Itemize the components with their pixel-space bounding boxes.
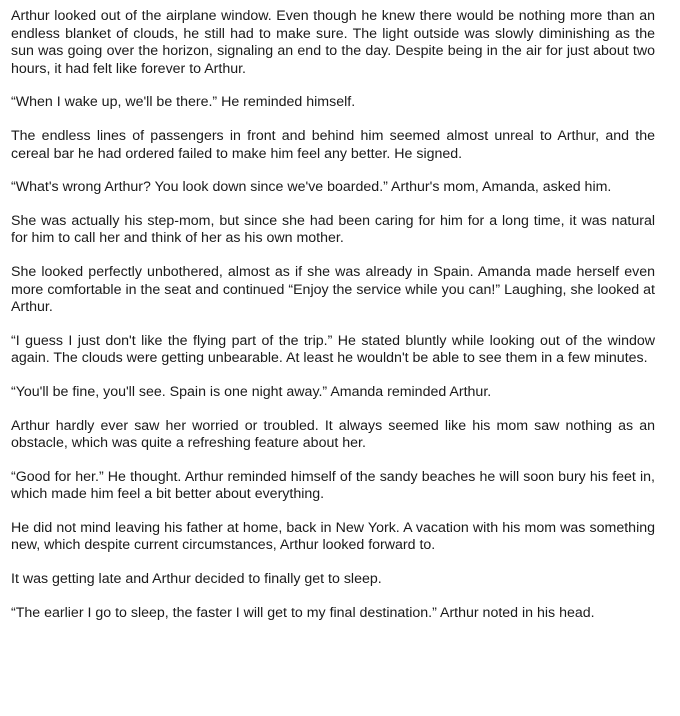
paragraph: It was getting late and Arthur decided to finally get to sleep.	[11, 571, 382, 588]
paragraph: “When I wake up, we'll be there.” He reminded himself.	[11, 94, 356, 111]
paragraph: “I guess I just don't like the flying part of the trip.” He stated bluntly while looking out of the window again. The clouds were getting unbearable. At least he wouldn't be able to see them in a few minutes.	[11, 332, 655, 367]
paragraph: The endless lines of passengers in front and behind him seemed almost unreal to Arthur, and the cereal bar he had ordered failed to make him feel any better. He signed.	[11, 127, 655, 162]
document-page	[11, 8, 655, 638]
paragraph: Arthur looked out of the airplane window. Even though he knew there would be nothing more than an endless blanket of clouds, he still had to make sure. The light outside was slowly diminishing as the sun was going over the horizon, signaling an end to the day. Despite being in the air for just about two hours, it had felt like forever to Arthur.	[11, 8, 655, 77]
paragraph: “The earlier I go to sleep, the faster I will get to my final destination.” Arthur noted in his head.	[11, 604, 595, 621]
paragraph: Arthur hardly ever saw her worried or troubled. It always seemed like his mom saw nothing as an obstacle, which was quite a refreshing feature about her.	[11, 417, 655, 452]
paragraph: “You'll be fine, you'll see. Spain is one night away.” Amanda reminded Arthur.	[11, 383, 492, 400]
paragraph: She was actually his step-mom, but since she had been caring for him for a long time, it was natural for him to call her and think of her as his own mother.	[11, 212, 655, 247]
paragraph: “What's wrong Arthur? You look down since we've boarded.” Arthur's mom, Amanda, asked him.	[11, 179, 612, 196]
paragraph: She looked perfectly unbothered, almost as if she was already in Spain. Amanda made herself even more comfortable in the seat and continued “Enjoy the service while you can!” Laughing, she looked at Arthur.	[11, 263, 655, 316]
paragraph: “Good for her.” He thought. Arthur reminded himself of the sandy beaches he will soon bury his feet in, which made him feel a bit better about everything.	[11, 468, 655, 503]
paragraph: He did not mind leaving his father at home, back in New York. A vacation with his mom was something new, which despite current circumstances, Arthur looked forward to.	[11, 519, 655, 554]
